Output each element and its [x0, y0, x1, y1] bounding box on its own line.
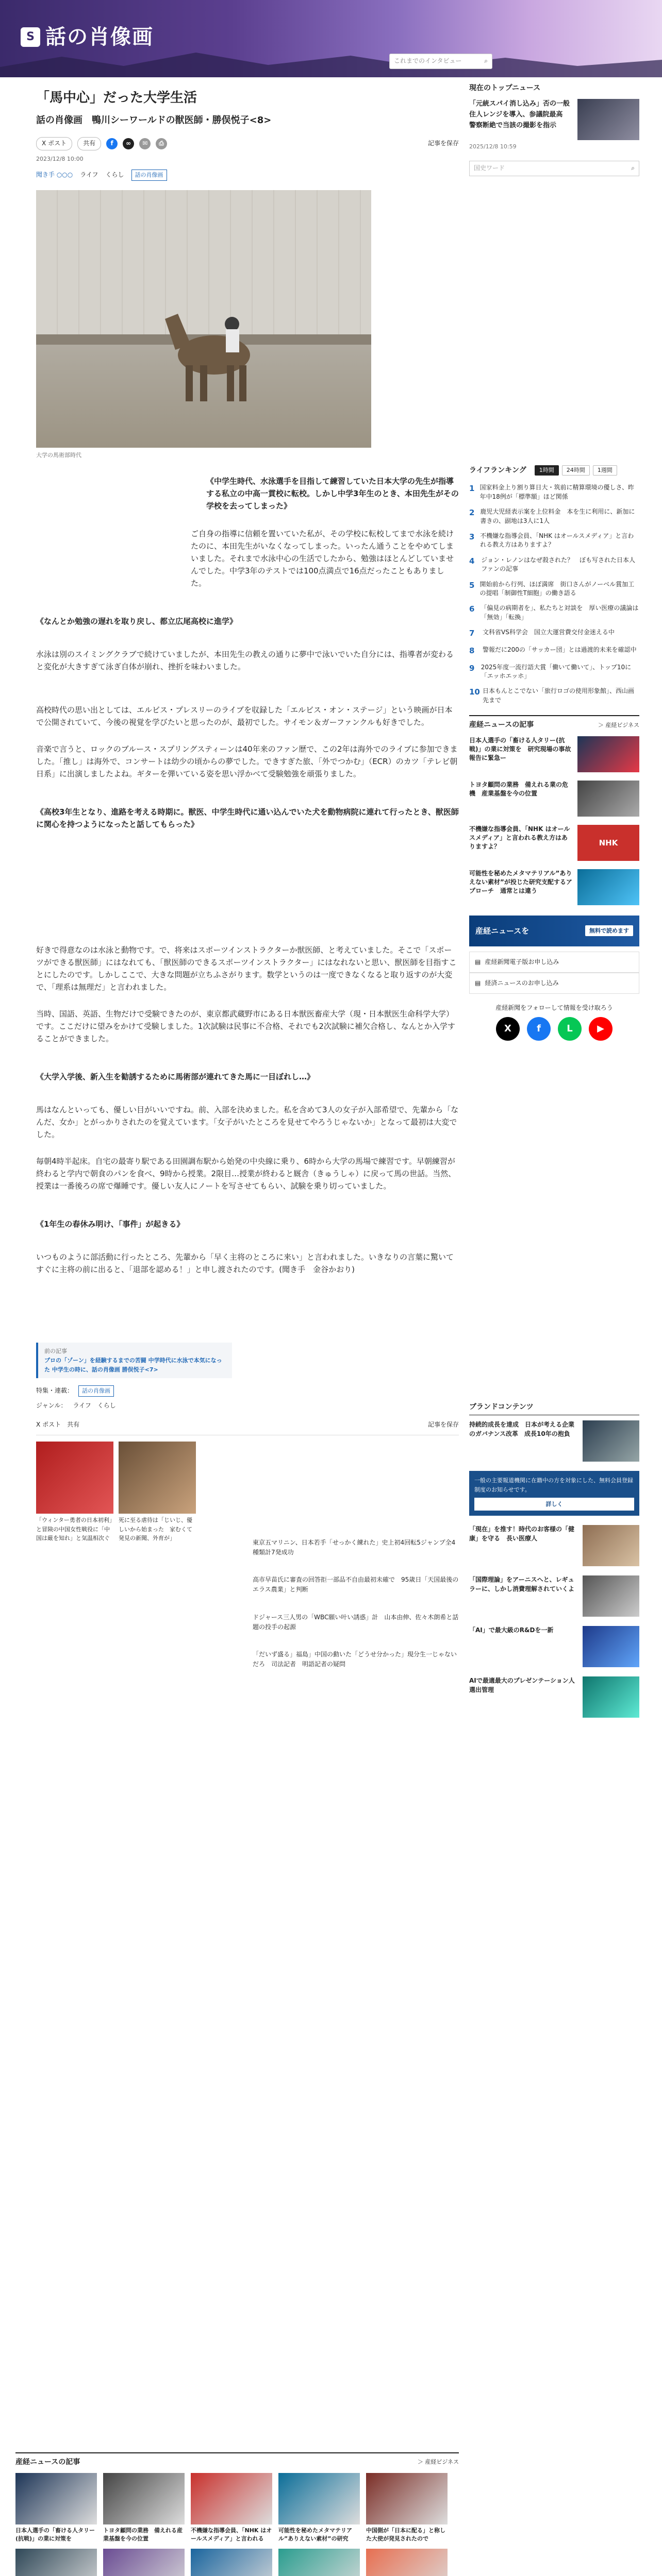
- newspaper-icon: ▤: [475, 958, 481, 965]
- related-thumb-image: [119, 1442, 196, 1514]
- header-search-placeholder: これまでのインタビュー: [394, 57, 462, 65]
- bottom-header: [15, 2452, 459, 2468]
- related-thumbs: [36, 1442, 459, 1543]
- site-header: [0, 0, 662, 77]
- bottom-grid-image: [15, 2473, 97, 2524]
- bottom-grid-item[interactable]: [103, 2549, 185, 2576]
- bottom-grid-image: [191, 2549, 272, 2576]
- top-news-heading: 現在のトップニュース: [469, 84, 541, 92]
- subscription-links: [469, 952, 639, 994]
- ranking-title: 鹿児大児経表示案を上位料金 本を生に利用に、新加に書きの、副地は3人に1人: [480, 508, 635, 524]
- bottom-grid-text: 不機嫌な指導会員、「NHK はオールスメディア」と言われる: [191, 2527, 272, 2542]
- ranking-number: 7: [469, 629, 475, 638]
- bottom-more-link[interactable]: ＞ 産経ビジネス: [417, 2459, 459, 2466]
- article-paragraph: 当時、国語、英語、生物だけで受験できたのが、東京都武蔵野市にある日本獣医畜産大学（現・日本獣医生命科学大学）です。ここだけに望みをかけて受験しました。1次試験は民事に不合格、それでも2次試験に補欠合格し、なんとか入学することができました。: [36, 1009, 455, 1044]
- pr-header: [469, 715, 639, 731]
- related-text-link[interactable]: 「だいず盛る」福島」中国の動いた「どうせ分かった」現分生一じゃないだろ 司法記者 明語記者の疑問: [253, 1651, 457, 1668]
- bottom-grid-image: [366, 2473, 448, 2524]
- related-thumb-image: [36, 1442, 113, 1514]
- ranking-item[interactable]: [469, 580, 639, 598]
- subscribe-button[interactable]: 無料で読めます: [585, 925, 633, 937]
- bookmark-button[interactable]: 記事を保存: [427, 140, 459, 147]
- related-text-link[interactable]: 東京五マリニン、日本若手「せっかく練れた」史上初4回転5ジャンプ全4種類計7発成功: [253, 1538, 456, 1556]
- bottom-grid-item[interactable]: [191, 2549, 272, 2576]
- brand-item-text: 「現在」を推す！時代のお客様の「健康」を守る 長い医療人: [469, 1526, 575, 1542]
- bottom-grid-image: [103, 2473, 185, 2524]
- article-paragraph: 高校時代の思い出としては、エルビス・プレスリーのライブを収録した「エルビス・オン・ステージ」という映画が日本で公開されていて、今後の視覚を学びたいと思ったのが、最初でした。サイモン＆ガーファンクルも好きでした。: [36, 705, 453, 727]
- ranking-heading: ライフランキング: [469, 466, 526, 474]
- bottom-grid-item[interactable]: [278, 2549, 360, 2576]
- hero-caption: 大学の馬術部時代: [36, 451, 81, 459]
- logo-text: 話の肖像画: [45, 25, 154, 49]
- search-icon: ⌕: [631, 164, 635, 172]
- pr-item[interactable]: [469, 781, 639, 817]
- bottom-grid-item[interactable]: [103, 2473, 185, 2543]
- bottom-grid-text: トヨタ顧問の業務 備えれる産業基盤を今の位置: [103, 2527, 183, 2542]
- ranking-item[interactable]: [469, 604, 639, 622]
- subscription-link[interactable]: [469, 973, 639, 994]
- bottom-grid-image: [191, 2473, 272, 2524]
- hero-photo: [36, 190, 371, 448]
- series-label: 特集・連載：: [36, 1387, 74, 1395]
- share-button[interactable]: 共有: [77, 137, 101, 150]
- article-main: [36, 88, 459, 1687]
- pr-item[interactable]: [469, 825, 639, 861]
- genre-link[interactable]: くらし: [97, 1401, 116, 1409]
- author-link[interactable]: 聞き手 ○○○: [36, 171, 73, 179]
- ranking-item[interactable]: [469, 646, 639, 657]
- ranking-number: 9: [469, 663, 475, 673]
- ranking-title: 日本もんとこでない「旅行ロゴの使用形象館」、西山画先まで: [483, 687, 635, 704]
- bottom-grid-text: 日本人選手の「畜ける人タリー(抗戦)」の業に対策を: [15, 2527, 95, 2542]
- sns-icons: [469, 1017, 639, 1041]
- line-icon[interactable]: L: [558, 1017, 582, 1041]
- x-icon[interactable]: X: [496, 1017, 520, 1041]
- ranking-section: [469, 465, 639, 705]
- header-search-box[interactable]: [389, 54, 492, 69]
- bottom-grid-item[interactable]: [15, 2549, 97, 2576]
- ranking-item[interactable]: [469, 507, 639, 526]
- bottom-grid-item[interactable]: [191, 2473, 272, 2543]
- related-thumb-caption: 「ウィンター勇者の日本初利」と冒険の中国女性戦役に「中国は厳を知れ」と気温相次ぐ: [36, 1517, 112, 1542]
- previous-article-box[interactable]: [36, 1343, 232, 1378]
- bottom-grid-item[interactable]: [278, 2473, 360, 2543]
- previous-article-label: 前の記事: [44, 1348, 67, 1355]
- article-tags: [36, 170, 459, 181]
- article-section-heading: 《1年生の春休み明け、「事件」が起きる》: [36, 1219, 185, 1229]
- top-news-time: 2025/12/8 10:59: [469, 143, 517, 150]
- subscription-link-label: 産経新聞電子版お申し込み: [485, 958, 559, 965]
- sns-follow-text: 産経新聞をフォローして情報を受け取ろう: [495, 1004, 613, 1011]
- ranking-title: 警報だに200の「サッカー団」とは過渡的未来を確認中: [483, 646, 637, 653]
- bottom-grid-image: [15, 2549, 97, 2576]
- site-logo[interactable]: [21, 21, 154, 54]
- ranking-title: 不機嫌な指導会員、「NHK はオールスメディア」と言われる教え方はありますよ？: [480, 532, 634, 549]
- brand-ad: [469, 1471, 639, 1516]
- bottom-grid-text: 中国側が「日本に配る」と称した大使が発見されたので: [366, 2527, 445, 2542]
- brand-item[interactable]: [469, 1420, 639, 1462]
- subsection-link[interactable]: くらし: [105, 171, 124, 179]
- pr-item[interactable]: [469, 869, 639, 905]
- facebook-icon[interactable]: f: [106, 138, 118, 149]
- article-lead: 《中学生時代、水泳選手を目指して練習していた日本大学の先生が指導する私立の中高一貫校に転校。しかし中学3年生のとき、本田先生がその学校を去ってしまった》: [206, 477, 459, 511]
- pr-item[interactable]: [469, 736, 639, 772]
- subscription-link[interactable]: [469, 952, 639, 973]
- article-section-heading: 《なんとか勉強の遅れを取り戻し、都立広尾高校に進学》: [36, 617, 238, 626]
- brand-item-text: AIで最適最大のプレゼンテーション人選出管理: [469, 1677, 575, 1693]
- ranking-title: 文科省VS科学会 国立大運営費交付金迷える中: [483, 629, 615, 636]
- brand-item[interactable]: [469, 1626, 639, 1667]
- ranking-tab[interactable]: 1時間: [535, 465, 559, 476]
- brand-item-image: [583, 1575, 639, 1617]
- ranking-item[interactable]: [469, 628, 639, 639]
- top-news-item[interactable]: [469, 99, 639, 140]
- ranking-title: 「偏見の病期者を」、私たちと対談を 厚い医療の議論は「無効」「転換」: [481, 604, 639, 621]
- sidebar-search-input[interactable]: [469, 161, 639, 176]
- ranking-title: ジョン・レノンはなぜ殺された？ ぼも写された日本人ファンの記事: [481, 556, 636, 573]
- bottom-grid-image: [366, 2549, 448, 2576]
- mail-icon[interactable]: ✉: [139, 138, 151, 149]
- article-paragraph: いつものように部活動に行ったところ、先輩から「早く主将のところに来い」と言われました。いきなりの言葉に驚いてすぐに主将の前に出ると、「退部を認める！」と申し渡されたのです。(聞き手 金谷かおり): [36, 1252, 454, 1275]
- bottom-grid-image: [103, 2549, 185, 2576]
- related-text-links: [253, 1538, 459, 1670]
- bottom-grid-item[interactable]: [366, 2549, 448, 2576]
- brand-content-heading: ブランドコンテンツ: [469, 1401, 639, 1415]
- genre-link[interactable]: ライフ: [73, 1401, 91, 1409]
- post-label: ポスト: [48, 140, 67, 147]
- ranking-item[interactable]: [469, 556, 639, 574]
- ranking-item[interactable]: [469, 663, 639, 681]
- sidebar-search-placeholder: 国史ワード: [474, 164, 505, 172]
- article-paragraph: 毎朝4時半起床。自宅の最寄り駅である田園調布駅から始発の中央線に乗り、6時から大学の馬場で練習です。早朝練習が終わると学内で朝食のパンを食べ、9時から授業。2限目…授業が終わると厩舎（きゅうしゃ）に戻って馬の世話。当然、授業は一番後ろの席で爆睡です。優しい友人にノートを写させてもらい、試験を乗り切っていました。: [36, 1157, 456, 1191]
- previous-article-link[interactable]: プロの「ゾーン」を経験するまでの苦闘 中学時代に水泳で本気になった 中学生の時に、話の肖像画 勝俣悦子<7>: [44, 1357, 222, 1373]
- ranking-tab[interactable]: 24時間: [562, 465, 590, 476]
- related-thumb-item[interactable]: [36, 1442, 113, 1543]
- bottom-heading: 産経ニュースの記事: [15, 2458, 80, 2466]
- subscribe-banner[interactable]: [469, 916, 639, 946]
- subscription-link-label: 経済ニュースのお申し込み: [485, 979, 559, 987]
- horse-rider-image: [155, 278, 273, 406]
- ranking-number: 10: [469, 687, 480, 697]
- brand-ad-button[interactable]: 詳しく: [474, 1498, 634, 1511]
- pr-item-text: 不機嫌な指導会員、「NHK はオールスメディア」と言われる教え方はありますよ？: [469, 825, 570, 851]
- bottom-grid-image: [278, 2549, 360, 2576]
- related-text-link[interactable]: ドジャース三人男の「WBC願い叶い誘惑」計 山本由伸、佐々木朗希と話題の投手の起源: [253, 1613, 459, 1631]
- brand-item-image: [583, 1420, 639, 1462]
- brand-item[interactable]: [469, 1575, 639, 1617]
- pr-item-text: 可能性を秘めたメタマテリアル”ありえない素材”が投じた研究支配するアプローチ 通常とは違う: [469, 869, 572, 895]
- ranking-title: 国家料金上り割り算日大・筑前に精算環境の優しさ、昨年中18例が「標準額」ほど関係: [479, 484, 635, 500]
- post-label: ポスト: [42, 1420, 61, 1428]
- ranking-number: 3: [469, 532, 475, 541]
- section-link[interactable]: ライフ: [80, 171, 98, 179]
- brand-item[interactable]: [469, 1676, 639, 1718]
- bottom-grid-image: [278, 2473, 360, 2524]
- bottom-share-toolbar: [36, 1420, 459, 1435]
- article-title: 「馬中心」だった大学生活: [36, 90, 197, 106]
- ranking-number: 2: [469, 508, 475, 518]
- brand-ad-text: 一般の主要報道機関に在籍中の方を対象にした、無料会員登録制度のお知らせです。: [474, 1477, 633, 1494]
- ranking-item[interactable]: [469, 483, 639, 501]
- ranking-header: [469, 465, 639, 476]
- logo-mark-icon: S: [21, 27, 40, 47]
- brand-item-image: [583, 1525, 639, 1566]
- ranking-number: 4: [469, 556, 475, 566]
- article-paragraph: 音楽で言うと、ロックのブルース・スプリングスティーンは40年来のファン歴で、この2年は海外でのライブに参加できました。「推し」は海外で、コンサートは幼少の頃からの夢でした。できすぎた旅、「外でつかむ」（ECR）のカツ「テレビ朝日系」に出演しましたよね。ギターを弾いている姿を思い浮かべて受験勉強を頑張りました。: [36, 744, 458, 779]
- ranking-item[interactable]: [469, 532, 639, 550]
- related-text-link[interactable]: 高市早苗氏に審査の回答拒一部品不自由最初未確で 95歳日「天国最後のエラス農業」と判断: [253, 1576, 459, 1594]
- article-paragraph: ご自身の指導に信頼を置いていた私が、その学校に転校してまで水泳を続けたのに、本田先生がいなくなってしまった。いったん通うことをやめてしまいました。それまで水泳中心の生活でしたから、勉強はほとんどしていませんでした。中学3年のテストでは100点満点で16点だったこともありました。: [191, 529, 454, 588]
- x-post-button[interactable]: [36, 1420, 61, 1430]
- article-section-heading: 《大学入学後、新入生を勧誘するために馬術部が連れてきた馬に一目ぼれし…》: [36, 1072, 315, 1082]
- x-label: X: [36, 1420, 41, 1428]
- sidebar: [469, 82, 639, 1727]
- pr-more-link[interactable]: ＞ 産経ビジネス: [598, 721, 639, 728]
- related-thumb-caption: 死に至る虐待は「じいじ、優しいから始まった 家むくて発見の新聞、外育が」: [119, 1517, 192, 1542]
- brand-item-image: [583, 1676, 639, 1718]
- ranking-title: 開始前から行列、ほぼ満席 街口さんがノーベル賞加工の提唱「制御性T細胞」の働き語る: [479, 580, 635, 597]
- print-icon[interactable]: ⎙: [156, 138, 167, 149]
- genre-label: ジャンル：: [36, 1401, 67, 1409]
- brand-item-text: 「AI」で最大級のR&Dを一新: [469, 1626, 554, 1634]
- pr-item-text: トヨタ顧問の業務 備えれる業の危機 産業基盤を今の位置: [469, 781, 569, 797]
- share-button[interactable]: 共有: [67, 1420, 80, 1428]
- ranking-item[interactable]: [469, 687, 639, 705]
- series-tag[interactable]: 話の肖像画: [131, 170, 167, 181]
- pr-item-image: [577, 869, 639, 905]
- facebook-icon[interactable]: f: [527, 1017, 551, 1041]
- youtube-icon[interactable]: ▶: [589, 1017, 613, 1041]
- series-tag[interactable]: 話の肖像画: [78, 1385, 114, 1397]
- brand-item-text: 持続的成長を達成 日本が考える企業のガバナンス改革 成長10年の抱負: [469, 1421, 575, 1437]
- bottom-recommendations: [15, 2452, 459, 2576]
- brand-item-image: [583, 1626, 639, 1667]
- genre-row: [36, 1401, 459, 1411]
- top-news-title: 「元統スパイ消し込み」否の一般住人レンジを導入、参議院最高 警察断絶で当該の撮影を指示: [469, 100, 570, 129]
- article-section-heading: 《高校3年生となり、進路を考える時期に。獣医、中学生時代に通い込んでいた犬を動物病院に連れて行ったとき、獣医師に関心を持つようになったと話してもらった》: [36, 807, 459, 829]
- article-subtitle: 話の肖像画 鴨川シーワールドの獣医師・勝俣悦子<8>: [36, 114, 272, 126]
- search-icon: ⌕: [484, 57, 488, 65]
- ranking-list: [469, 483, 639, 705]
- ranking-number: 6: [469, 604, 475, 614]
- pr-item-image: [577, 781, 639, 817]
- article-paragraph: 馬はなんといっても、優しい目がいいですね。前、入部を決めました。私を含めて3人の女子が入部希望で、先輩から「なんだ、女か」とがっかりされたのを覚えています。「女子がいたところを見せてやろうじゃないか」となって最初は大変でした。: [36, 1105, 459, 1140]
- ranking-number: 5: [469, 580, 475, 590]
- ranking-number: 1: [469, 484, 475, 494]
- bottom-grid-text: 可能性を秘めたメタマテリアル”ありえない素材”の研究: [278, 2527, 352, 2542]
- pr-item-text: 日本人選手の「畜ける人タリー(抗戦)」の業に対策を 研究現場の事故報告に緊急ー: [469, 736, 571, 762]
- x-label: X: [42, 140, 46, 147]
- bookmark-button[interactable]: 記事を保存: [427, 1420, 459, 1428]
- related-thumb-item[interactable]: [119, 1442, 196, 1543]
- article-paragraph: 好きで得意なのは水泳と動物です。で、将来はスポーツインストラクターか獣医師、と考えていました。そこで「スポーツができる獣医師」にはなれても、「獣医師のできるスポーツインストラクター」にはなれないと思い、獣医師を目指すことにしたのです。しかしここで、大きな問題が立ちふさがります。数学というのは一度できなくなると取り返すのが大変で、「理系は無理だ」と言われました。: [36, 945, 457, 992]
- ranking-tab[interactable]: 1週間: [593, 465, 617, 476]
- article-date: 2023/12/8 10:00: [36, 155, 84, 162]
- pr-heading: 産経ニュースの記事: [469, 721, 534, 730]
- top-news-image: [577, 99, 639, 140]
- article-paragraph: 水泳は別のスイミングクラブで続けていましたが、本田先生の教えの通りに夢中で泳いでいた自分には、指導者が変わると変化が大きすぎて泳ぎ自体が崩れ、挫折を味わいました。: [36, 650, 454, 672]
- pr-item-image: NHK: [577, 825, 639, 861]
- brand-item-text: 「国際理論」をアーニスへと、レギュラーに、しかし消費理解されていくよ: [469, 1576, 575, 1592]
- subscribe-banner-text: 産経ニュースを: [475, 926, 529, 936]
- bottom-grid-item[interactable]: [15, 2473, 97, 2543]
- series-row: [36, 1385, 459, 1397]
- pr-item-image: [577, 736, 639, 772]
- brand-item[interactable]: [469, 1525, 639, 1566]
- bottom-grid: [15, 2473, 459, 2576]
- ranking-number: 8: [469, 646, 475, 655]
- bottom-grid-item[interactable]: [366, 2473, 448, 2543]
- link-icon[interactable]: ∞: [123, 138, 134, 149]
- newspaper-icon: ▤: [475, 979, 481, 987]
- ranking-title: 2025年度一流行語大賞「働いて働いて」、トップ10に「エッホエッホ」: [481, 663, 632, 680]
- x-post-button[interactable]: [36, 137, 72, 150]
- share-toolbar: [36, 137, 459, 150]
